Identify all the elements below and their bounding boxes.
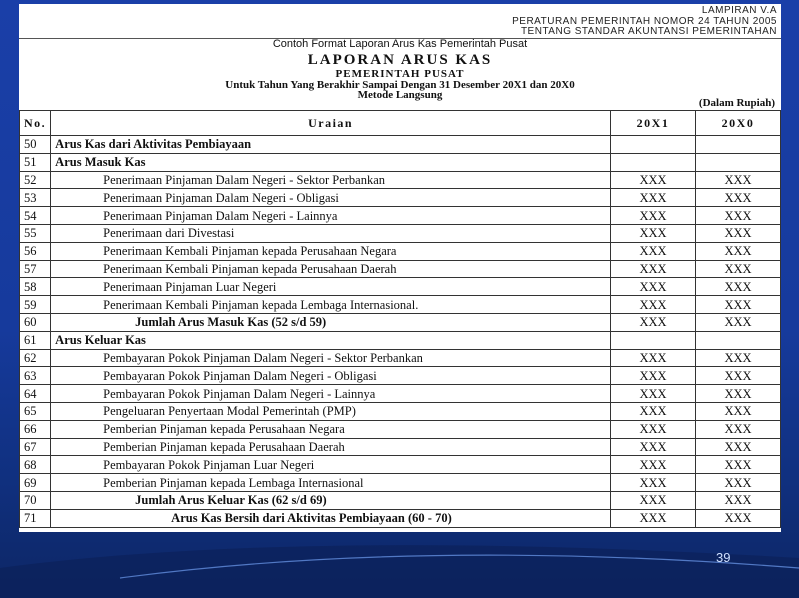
row-description: Pemberian Pinjaman kepada Perusahaan Daerah bbox=[51, 438, 611, 456]
row-value-20x0: XXX bbox=[696, 509, 781, 527]
row-description: Penerimaan Pinjaman Dalam Negeri - Sektor Perbankan bbox=[51, 171, 611, 189]
row-value-20x1 bbox=[611, 136, 696, 154]
row-description: Penerimaan dari Divestasi bbox=[51, 224, 611, 242]
row-number: 60 bbox=[20, 313, 51, 331]
row-value-20x1: XXX bbox=[611, 349, 696, 367]
row-value-20x1 bbox=[611, 153, 696, 171]
row-description: Pembayaran Pokok Pinjaman Luar Negeri bbox=[51, 456, 611, 474]
row-value-20x1: XXX bbox=[611, 385, 696, 403]
row-description: Penerimaan Pinjaman Luar Negeri bbox=[51, 278, 611, 296]
row-value-20x0: XXX bbox=[696, 456, 781, 474]
report-period: Untuk Tahun Yang Berakhir Sampai Dengan 31 Desember 20X1 dan 20X0 bbox=[225, 79, 575, 91]
row-description: Pembayaran Pokok Pinjaman Dalam Negeri - Obligasi bbox=[51, 367, 611, 385]
row-description: Pembayaran Pokok Pinjaman Dalam Negeri - Lainnya bbox=[51, 385, 611, 403]
row-description: Penerimaan Pinjaman Dalam Negeri - Lainnya bbox=[51, 207, 611, 225]
row-value-20x1: XXX bbox=[611, 491, 696, 509]
row-number: 52 bbox=[20, 171, 51, 189]
row-description: Penerimaan Kembali Pinjaman kepada Perusahaan Negara bbox=[51, 242, 611, 260]
row-number: 65 bbox=[20, 402, 51, 420]
col-header-20x0: 20X0 bbox=[696, 111, 781, 136]
row-value-20x0: XXX bbox=[696, 296, 781, 314]
row-number: 63 bbox=[20, 367, 51, 385]
row-value-20x0 bbox=[696, 331, 781, 349]
row-value-20x1: XXX bbox=[611, 402, 696, 420]
table-row bbox=[20, 331, 781, 349]
row-value-20x1: XXX bbox=[611, 456, 696, 474]
table-header-row bbox=[20, 111, 781, 136]
example-format-caption: Contoh Format Laporan Arus Kas Pemerintah Pusat bbox=[272, 38, 528, 50]
row-value-20x0 bbox=[696, 136, 781, 154]
row-value-20x1 bbox=[611, 331, 696, 349]
row-value-20x0: XXX bbox=[696, 474, 781, 492]
row-description: Penerimaan Kembali Pinjaman kepada Lembaga Internasional. bbox=[51, 296, 611, 314]
peraturan-label: PERATURAN PEMERINTAH NOMOR 24 TAHUN 2005 bbox=[512, 16, 777, 27]
table-row bbox=[20, 153, 781, 171]
table-row bbox=[20, 242, 781, 260]
row-description: Arus Masuk Kas bbox=[51, 153, 611, 171]
col-header-20x1: 20X1 bbox=[611, 111, 696, 136]
table-row bbox=[20, 224, 781, 242]
row-number: 54 bbox=[20, 207, 51, 225]
currency-unit: (Dalam Rupiah) bbox=[698, 97, 775, 109]
table-row bbox=[20, 349, 781, 367]
row-description: Jumlah Arus Masuk Kas (52 s/d 59) bbox=[51, 313, 611, 331]
cash-flow-table bbox=[19, 110, 781, 528]
row-number: 69 bbox=[20, 474, 51, 492]
row-value-20x0: XXX bbox=[696, 491, 781, 509]
row-description: Arus Kas dari Aktivitas Pembiayaan bbox=[51, 136, 611, 154]
row-number: 62 bbox=[20, 349, 51, 367]
table-row bbox=[20, 313, 781, 331]
row-value-20x0: XXX bbox=[696, 189, 781, 207]
row-description: Pemberian Pinjaman kepada Lembaga Internasional bbox=[51, 474, 611, 492]
report-title: LAPORAN ARUS KAS bbox=[307, 52, 493, 68]
table-row bbox=[20, 260, 781, 278]
row-description: Jumlah Arus Keluar Kas (62 s/d 69) bbox=[51, 491, 611, 509]
entity-name: PEMERINTAH PUSAT bbox=[335, 68, 465, 80]
row-value-20x1: XXX bbox=[611, 260, 696, 278]
row-value-20x1: XXX bbox=[611, 189, 696, 207]
row-value-20x0: XXX bbox=[696, 224, 781, 242]
row-description: Penerimaan Kembali Pinjaman kepada Perusahaan Daerah bbox=[51, 260, 611, 278]
table-row bbox=[20, 420, 781, 438]
table-row bbox=[20, 367, 781, 385]
row-description: Pemberian Pinjaman kepada Perusahaan Negara bbox=[51, 420, 611, 438]
row-value-20x1: XXX bbox=[611, 278, 696, 296]
row-number: 64 bbox=[20, 385, 51, 403]
row-value-20x0: XXX bbox=[696, 385, 781, 403]
row-value-20x1: XXX bbox=[611, 296, 696, 314]
row-number: 58 bbox=[20, 278, 51, 296]
row-number: 53 bbox=[20, 189, 51, 207]
row-value-20x0 bbox=[696, 153, 781, 171]
row-value-20x0: XXX bbox=[696, 242, 781, 260]
row-value-20x0: XXX bbox=[696, 260, 781, 278]
row-number: 56 bbox=[20, 242, 51, 260]
row-value-20x0: XXX bbox=[696, 438, 781, 456]
row-number: 55 bbox=[20, 224, 51, 242]
report-sheet bbox=[19, 4, 781, 532]
row-number: 67 bbox=[20, 438, 51, 456]
row-description: Penerimaan Pinjaman Dalam Negeri - Obligasi bbox=[51, 189, 611, 207]
row-description: Arus Kas Bersih dari Aktivitas Pembiayaan (60 - 70) bbox=[51, 509, 611, 527]
table-row bbox=[20, 491, 781, 509]
row-value-20x1: XXX bbox=[611, 367, 696, 385]
row-number: 68 bbox=[20, 456, 51, 474]
row-value-20x1: XXX bbox=[611, 171, 696, 189]
row-description: Arus Keluar Kas bbox=[51, 331, 611, 349]
table-row bbox=[20, 296, 781, 314]
row-value-20x0: XXX bbox=[696, 402, 781, 420]
row-number: 50 bbox=[20, 136, 51, 154]
row-value-20x1: XXX bbox=[611, 438, 696, 456]
col-header-no: No. bbox=[20, 111, 51, 136]
row-value-20x0: XXX bbox=[696, 420, 781, 438]
row-value-20x0: XXX bbox=[696, 313, 781, 331]
row-number: 71 bbox=[20, 509, 51, 527]
row-value-20x1: XXX bbox=[611, 509, 696, 527]
col-header-uraian: Uraian bbox=[51, 111, 611, 136]
row-description: Pengeluaran Penyertaan Modal Pemerintah (PMP) bbox=[51, 402, 611, 420]
row-value-20x1: XXX bbox=[611, 242, 696, 260]
row-number: 59 bbox=[20, 296, 51, 314]
row-value-20x1: XXX bbox=[611, 313, 696, 331]
row-value-20x0: XXX bbox=[696, 278, 781, 296]
table-row bbox=[20, 189, 781, 207]
report-method: Metode Langsung bbox=[357, 89, 443, 101]
row-value-20x0: XXX bbox=[696, 171, 781, 189]
page-number: 39 bbox=[716, 550, 731, 565]
table-row bbox=[20, 456, 781, 474]
row-number: 70 bbox=[20, 491, 51, 509]
table-row bbox=[20, 278, 781, 296]
row-value-20x1: XXX bbox=[611, 207, 696, 225]
row-value-20x1: XXX bbox=[611, 420, 696, 438]
table-row bbox=[20, 207, 781, 225]
table-row bbox=[20, 474, 781, 492]
row-value-20x1: XXX bbox=[611, 224, 696, 242]
row-value-20x1: XXX bbox=[611, 474, 696, 492]
lampiran-label: LAMPIRAN V.A bbox=[701, 5, 777, 16]
row-number: 51 bbox=[20, 153, 51, 171]
table-row bbox=[20, 438, 781, 456]
tentang-label: TENTANG STANDAR AKUNTANSI PEMERINTAHAN bbox=[520, 26, 777, 37]
row-number: 61 bbox=[20, 331, 51, 349]
row-number: 66 bbox=[20, 420, 51, 438]
row-value-20x0: XXX bbox=[696, 207, 781, 225]
table-row bbox=[20, 171, 781, 189]
table-row bbox=[20, 402, 781, 420]
row-number: 57 bbox=[20, 260, 51, 278]
row-description: Pembayaran Pokok Pinjaman Dalam Negeri - Sektor Perbankan bbox=[51, 349, 611, 367]
table-row bbox=[20, 509, 781, 527]
table-row bbox=[20, 136, 781, 154]
row-value-20x0: XXX bbox=[696, 349, 781, 367]
row-value-20x0: XXX bbox=[696, 367, 781, 385]
table-row bbox=[20, 385, 781, 403]
